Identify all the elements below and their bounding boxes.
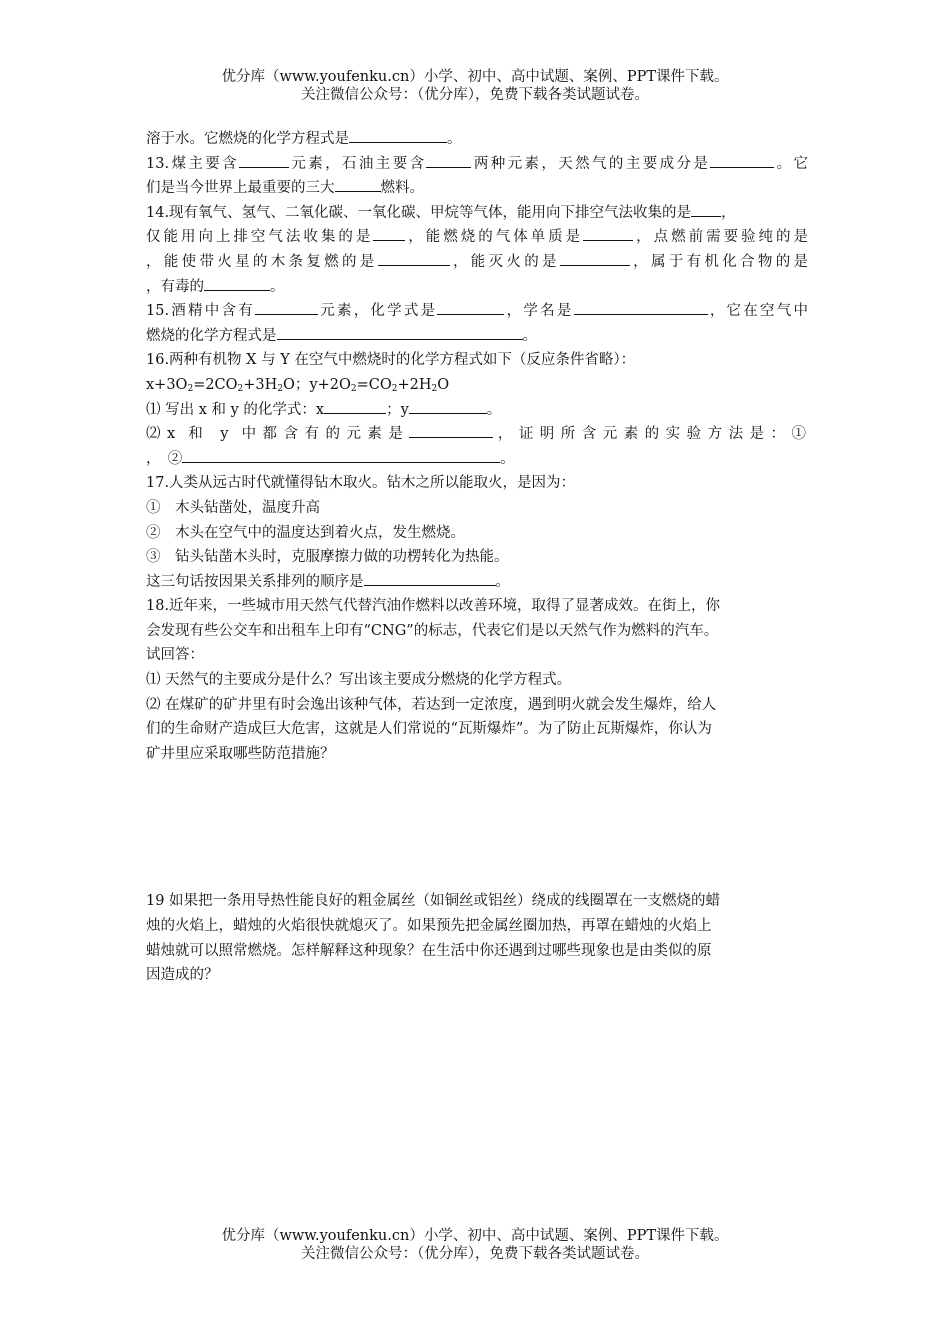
answer-blank[interactable] (277, 324, 523, 340)
question-13: 13.煤主要含 元素，石油主要含 两种元素，天然气的主要成分是 。它 们是当今世界上最重要的三大 燃料。 (146, 152, 808, 201)
answer-blank[interactable] (409, 422, 493, 438)
question-14: 14.现有氧气、氢气、二氧化碳、一氧化碳、甲烷等气体，能用向下排空气法收集的是 ， 仅能用向上排空气法收集的是 ，能燃烧的气体单质是 ，点燃前需要验纯的是 ，能使带火星的木条复燃的是 ，能灭火的是 ，属于有机化合物的是 ，有毒的 。 (146, 201, 808, 299)
answer-blank[interactable] (437, 299, 504, 315)
answer-blank[interactable] (378, 250, 450, 266)
answer-blank[interactable] (364, 570, 496, 586)
header-line-2: 关注微信公众号：（优分库），免费下载各类试题试卷。 (301, 87, 649, 103)
chemical-equations: $x+3O_2=2CO_2+3H_2O$；$y+2O_2=CO_2+2H_2O$ (146, 376, 450, 394)
footer-line-1: 优分库（www.youfenku.cn）小学、初中、高中试题、案例、PPT课件下载。 (221, 1228, 729, 1244)
document-body (146, 127, 808, 988)
question-12-tail: 溶于水。它燃烧的化学方程式是 。 (146, 127, 808, 152)
answer-blank[interactable] (691, 201, 721, 217)
answer-blank[interactable] (426, 152, 471, 168)
answer-blank[interactable] (560, 250, 630, 266)
page-footer (0, 1227, 950, 1263)
answer-space[interactable] (146, 766, 808, 889)
header-line-1: 优分库（www.youfenku.cn）小学、初中、高中试题、案例、PPT课件下载。 (221, 69, 729, 85)
answer-blank[interactable] (335, 176, 381, 192)
answer-blank[interactable] (204, 275, 270, 291)
answer-blank[interactable] (373, 225, 405, 241)
answer-blank[interactable] (583, 225, 633, 241)
question-15: 15.酒精中含有 元素，化学式是 ，学名是 ，它在空气中 燃烧的化学方程式是 。 (146, 299, 808, 348)
answer-blank[interactable] (710, 152, 774, 168)
answer-blank[interactable] (255, 299, 318, 315)
footer-line-2: 关注微信公众号：（优分库），免费下载各类试题试卷。 (301, 1246, 649, 1262)
answer-blank[interactable] (324, 398, 386, 414)
answer-blank[interactable] (574, 299, 708, 315)
question-18: 18.近年来，一些城市用天然气代替汽油作燃料以改善环境，取得了显著成效。在街上，你 会发现有些公交车和出租车上印有“CNG”的标志，代表它们是以天然气作为燃料的汽车。 试回答： ⑴ 天然气的主要成分是什么？写出该主要成分燃烧的化学方程式。 ⑵ 在煤矿的矿井里有时会逸出该种气体，若达到一定浓度，遇到明火就会发生爆炸，给人 们的生命财产造成巨大危害，这就是人们常说的“瓦斯爆炸”。为了防止瓦斯爆炸，你认为 矿井里应采取哪些防范措施？ (146, 598, 721, 762)
page-header (0, 68, 950, 104)
question-17: 17.人类从远古时代就懂得钻木取火。钻木之所以能取火，是因为： ① 木头钻凿处，温度升高 ② 木头在空气中的温度达到着火点，发生燃烧。 ③ 钻头钻凿木头时，克服摩擦力做的功楞转化为热能。 这三句话按因果关系排列的顺序是 。 (146, 475, 576, 590)
question-19: 19 如果把一条用导热性能良好的粗金属丝（如铜丝或铝丝）绕成的线圈罩在一支燃烧的蜡 烛的火焰上，蜡烛的火焰很快就熄灭了。如果预先把金属丝圈加热，再罩在蜡烛的火焰上 蜡烛就可以照常燃烧。怎样解释这种现象？在生活中你还遇到过哪些现象也是由类似的原 因造成的？ (146, 893, 721, 984)
answer-blank[interactable] (349, 127, 447, 143)
answer-blank[interactable] (239, 152, 289, 168)
answer-blank[interactable] (182, 447, 500, 463)
answer-blank[interactable] (409, 398, 487, 414)
question-16: 16.两种有机物 X 与 Y 在空气中燃烧时的化学方程式如下（反应条件省略）： $x+3O_2=2CO_2+3H_2O$；$y+2O_2=CO_2+2H_2O$ ⑴ 写出 x 和 y 的化学式：x ；y 。 ⑵x 和 y 中都含有的元素是 ，证明所含元素的实验方法是：① ， ② 。 (146, 352, 808, 467)
